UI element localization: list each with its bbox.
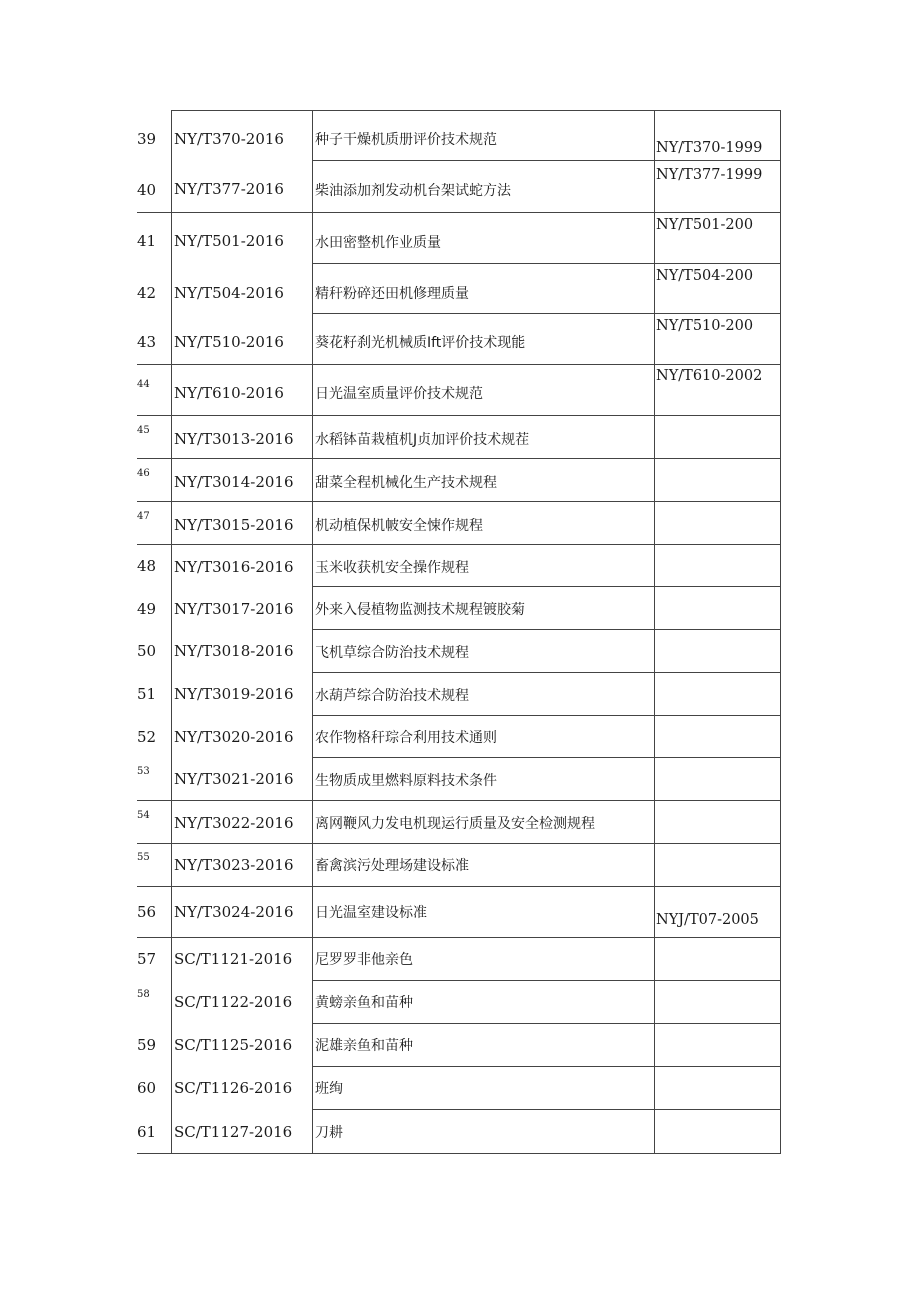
replaces-cell bbox=[654, 264, 781, 314]
row-number: 40 bbox=[137, 181, 157, 199]
code-cell bbox=[171, 110, 312, 161]
table-row bbox=[137, 981, 781, 1024]
row-number: 52 bbox=[137, 728, 157, 746]
title-cell bbox=[312, 502, 654, 545]
title-cell bbox=[312, 844, 654, 887]
title-cell bbox=[312, 110, 654, 161]
replaced-standard: NY/T510-200 bbox=[656, 318, 754, 334]
table-row bbox=[137, 844, 781, 887]
replaces-cell bbox=[654, 1024, 781, 1067]
code-cell bbox=[171, 673, 312, 716]
standard-title: 精秆粉碎还田机修理质量 bbox=[315, 286, 469, 302]
table-row bbox=[137, 587, 781, 630]
replaces-cell bbox=[654, 161, 781, 213]
replaces-cell bbox=[654, 758, 781, 801]
title-cell bbox=[312, 1110, 654, 1154]
replaces-cell bbox=[654, 416, 781, 459]
row-number: 41 bbox=[137, 232, 157, 250]
table-row bbox=[137, 264, 781, 314]
replaced-standard: NY/T504-200 bbox=[656, 268, 754, 284]
standard-title: 飞机草综合防治技术规程 bbox=[315, 645, 469, 661]
row-number: 54 bbox=[137, 810, 150, 821]
replaces-cell bbox=[654, 801, 781, 844]
standard-code: NY/T501-2016 bbox=[174, 232, 284, 250]
row-number: 53 bbox=[137, 766, 150, 777]
table-row bbox=[137, 630, 781, 673]
code-cell bbox=[171, 1024, 312, 1067]
table-row bbox=[137, 545, 781, 587]
standard-code: NY/T3017-2016 bbox=[174, 600, 294, 618]
replaces-cell bbox=[654, 981, 781, 1024]
standard-code: NY/T3021-2016 bbox=[174, 770, 294, 788]
row-number: 49 bbox=[137, 600, 157, 618]
number-cell bbox=[137, 264, 171, 314]
code-cell bbox=[171, 938, 312, 981]
replaces-cell bbox=[654, 673, 781, 716]
number-cell bbox=[137, 161, 171, 213]
table-row bbox=[137, 365, 781, 416]
code-cell bbox=[171, 1067, 312, 1110]
standard-title: 日光温室质量评价技术规范 bbox=[315, 386, 483, 402]
row-number: 46 bbox=[137, 468, 150, 479]
number-cell bbox=[137, 887, 171, 938]
standard-title: 种子干燥机质册评价技术规范 bbox=[315, 132, 497, 148]
standard-code: SC/T1127-2016 bbox=[174, 1123, 293, 1141]
row-number: 39 bbox=[137, 130, 157, 148]
replaced-standard: NY/T610-2002 bbox=[656, 368, 763, 384]
number-cell bbox=[137, 502, 171, 545]
replaces-cell bbox=[654, 630, 781, 673]
standard-title: 刀耕 bbox=[315, 1125, 343, 1141]
standard-title: 离网鞭风力发电机现运行质量及安全检测规程 bbox=[315, 816, 595, 832]
number-cell bbox=[137, 844, 171, 887]
standard-title: 机动植保机帔安全悚作规程 bbox=[315, 518, 483, 534]
code-cell bbox=[171, 1110, 312, 1154]
standard-title: 水葫芦综合防治技术规程 bbox=[315, 688, 469, 704]
replaces-cell bbox=[654, 502, 781, 545]
replaces-cell bbox=[654, 1110, 781, 1154]
standard-code: NY/T3020-2016 bbox=[174, 728, 294, 746]
title-cell bbox=[312, 1024, 654, 1067]
standard-title: 黄螃亲鱼和苗种 bbox=[315, 995, 413, 1011]
title-cell bbox=[312, 587, 654, 630]
replaces-cell bbox=[654, 314, 781, 365]
number-cell bbox=[137, 716, 171, 758]
replaces-cell bbox=[654, 459, 781, 502]
table-row bbox=[137, 416, 781, 459]
code-cell bbox=[171, 716, 312, 758]
standard-title: 柴油添加剂发动机台架试蛇方法 bbox=[315, 183, 511, 199]
table-top-border bbox=[171, 110, 781, 111]
table-row bbox=[137, 502, 781, 545]
replaces-cell bbox=[654, 587, 781, 630]
code-cell bbox=[171, 213, 312, 264]
replaces-cell bbox=[654, 545, 781, 587]
title-cell bbox=[312, 938, 654, 981]
replaced-standard: NYJ/T07-2005 bbox=[656, 912, 759, 928]
standard-code: NY/T3014-2016 bbox=[174, 473, 294, 491]
number-cell bbox=[137, 630, 171, 673]
number-cell bbox=[137, 416, 171, 459]
title-cell bbox=[312, 264, 654, 314]
standard-title: 畜禽滨污处理场建设标准 bbox=[315, 858, 469, 874]
standard-code: NY/T3013-2016 bbox=[174, 430, 294, 448]
row-number: 43 bbox=[137, 333, 157, 351]
replaces-cell bbox=[654, 213, 781, 264]
table-row bbox=[137, 1067, 781, 1110]
row-number: 61 bbox=[137, 1123, 157, 1141]
standard-code: NY/T3023-2016 bbox=[174, 856, 294, 874]
number-cell bbox=[137, 1024, 171, 1067]
row-number: 47 bbox=[137, 511, 150, 522]
number-cell bbox=[137, 758, 171, 801]
table-row bbox=[137, 716, 781, 758]
standard-title: 水稻钵苗栽植机J贞加评价技术规茬 bbox=[315, 432, 530, 448]
number-cell bbox=[137, 1067, 171, 1110]
title-cell bbox=[312, 630, 654, 673]
title-cell bbox=[312, 673, 654, 716]
row-number: 58 bbox=[137, 989, 150, 1000]
row-number: 42 bbox=[137, 284, 157, 302]
replaces-cell bbox=[654, 365, 781, 416]
replaces-cell bbox=[654, 938, 781, 981]
number-cell bbox=[137, 365, 171, 416]
standard-title: 甜菜全程机械化生产技术规程 bbox=[315, 475, 497, 491]
standard-code: NY/T610-2016 bbox=[174, 384, 284, 402]
number-cell bbox=[137, 213, 171, 264]
standard-code: NY/T3024-2016 bbox=[174, 903, 294, 921]
standard-title: 农作物格秆琮合利用技术通则 bbox=[315, 730, 497, 746]
row-number: 48 bbox=[137, 557, 157, 575]
code-cell bbox=[171, 887, 312, 938]
code-cell bbox=[171, 314, 312, 365]
code-cell bbox=[171, 459, 312, 502]
standard-code: NY/T3019-2016 bbox=[174, 685, 294, 703]
title-cell bbox=[312, 161, 654, 213]
standard-title: 水田密整机作业质量 bbox=[315, 235, 441, 251]
title-cell bbox=[312, 716, 654, 758]
code-cell bbox=[171, 758, 312, 801]
replaced-standard: NY/T370-1999 bbox=[656, 140, 763, 156]
code-cell bbox=[171, 844, 312, 887]
row-divider bbox=[137, 1153, 781, 1154]
table-row bbox=[137, 1024, 781, 1067]
row-number: 57 bbox=[137, 950, 157, 968]
standard-title: 葵花籽刹光机械质Ift评价技术现能 bbox=[315, 335, 526, 351]
replaces-cell bbox=[654, 110, 781, 161]
standard-code: NY/T504-2016 bbox=[174, 284, 284, 302]
title-cell bbox=[312, 545, 654, 587]
row-number: 45 bbox=[137, 425, 150, 436]
standard-code: NY/T3015-2016 bbox=[174, 516, 294, 534]
table-row bbox=[137, 314, 781, 365]
row-number: 56 bbox=[137, 903, 157, 921]
title-cell bbox=[312, 801, 654, 844]
number-cell bbox=[137, 801, 171, 844]
number-cell bbox=[137, 1110, 171, 1154]
standard-title: 班绚 bbox=[315, 1081, 343, 1097]
table-row bbox=[137, 887, 781, 938]
standard-code: NY/T3018-2016 bbox=[174, 642, 294, 660]
number-cell bbox=[137, 673, 171, 716]
row-number: 60 bbox=[137, 1079, 157, 1097]
table-row bbox=[137, 673, 781, 716]
standard-code: SC/T1121-2016 bbox=[174, 950, 293, 968]
number-cell bbox=[137, 587, 171, 630]
code-cell bbox=[171, 630, 312, 673]
code-cell bbox=[171, 264, 312, 314]
standard-title: 外来入侵植物监测技术规程镀胶菊 bbox=[315, 602, 525, 618]
standard-code: NY/T3022-2016 bbox=[174, 814, 294, 832]
title-cell bbox=[312, 1067, 654, 1110]
code-cell bbox=[171, 981, 312, 1024]
standard-code: NY/T377-2016 bbox=[174, 180, 284, 198]
title-cell bbox=[312, 887, 654, 938]
code-cell bbox=[171, 365, 312, 416]
table-row bbox=[137, 213, 781, 264]
code-cell bbox=[171, 801, 312, 844]
standard-title: 玉米收获机安全操作规程 bbox=[315, 560, 469, 576]
replaces-cell bbox=[654, 716, 781, 758]
row-number: 44 bbox=[137, 379, 150, 390]
table-row bbox=[137, 758, 781, 801]
table-row bbox=[137, 1110, 781, 1154]
table-row bbox=[137, 110, 781, 161]
replaces-cell bbox=[654, 887, 781, 938]
number-cell bbox=[137, 110, 171, 161]
row-number: 55 bbox=[137, 852, 150, 863]
standard-code: SC/T1122-2016 bbox=[174, 993, 293, 1011]
title-cell bbox=[312, 416, 654, 459]
table-row bbox=[137, 161, 781, 213]
replaces-cell bbox=[654, 1067, 781, 1110]
table-row bbox=[137, 938, 781, 981]
number-cell bbox=[137, 314, 171, 365]
code-cell bbox=[171, 416, 312, 459]
title-cell bbox=[312, 213, 654, 264]
title-cell bbox=[312, 365, 654, 416]
number-cell bbox=[137, 545, 171, 587]
standard-code: NY/T510-2016 bbox=[174, 333, 284, 351]
number-cell bbox=[137, 981, 171, 1024]
code-cell bbox=[171, 502, 312, 545]
code-cell bbox=[171, 545, 312, 587]
title-cell bbox=[312, 314, 654, 365]
replaced-standard: NY/T377-1999 bbox=[656, 167, 763, 183]
code-cell bbox=[171, 161, 312, 213]
replaces-cell bbox=[654, 844, 781, 887]
standard-code: NY/T3016-2016 bbox=[174, 558, 294, 576]
number-cell bbox=[137, 938, 171, 981]
row-number: 51 bbox=[137, 685, 157, 703]
standard-code: NY/T370-2016 bbox=[174, 130, 284, 148]
row-number: 59 bbox=[137, 1036, 157, 1054]
replaced-standard: NY/T501-200 bbox=[656, 217, 754, 233]
standard-code: SC/T1126-2016 bbox=[174, 1079, 293, 1097]
code-cell bbox=[171, 587, 312, 630]
title-cell bbox=[312, 758, 654, 801]
row-number: 50 bbox=[137, 642, 157, 660]
table-row bbox=[137, 459, 781, 502]
standard-title: 尼罗罗非他亲色 bbox=[315, 952, 413, 968]
standard-code: SC/T1125-2016 bbox=[174, 1036, 293, 1054]
standard-title: 生物质成里燃料原料技术条件 bbox=[315, 773, 497, 789]
standard-title: 泥雄亲鱼和苗种 bbox=[315, 1038, 413, 1054]
standard-title: 日光温室建设标准 bbox=[315, 905, 427, 921]
table-row bbox=[137, 801, 781, 844]
title-cell bbox=[312, 981, 654, 1024]
title-cell bbox=[312, 459, 654, 502]
number-cell bbox=[137, 459, 171, 502]
